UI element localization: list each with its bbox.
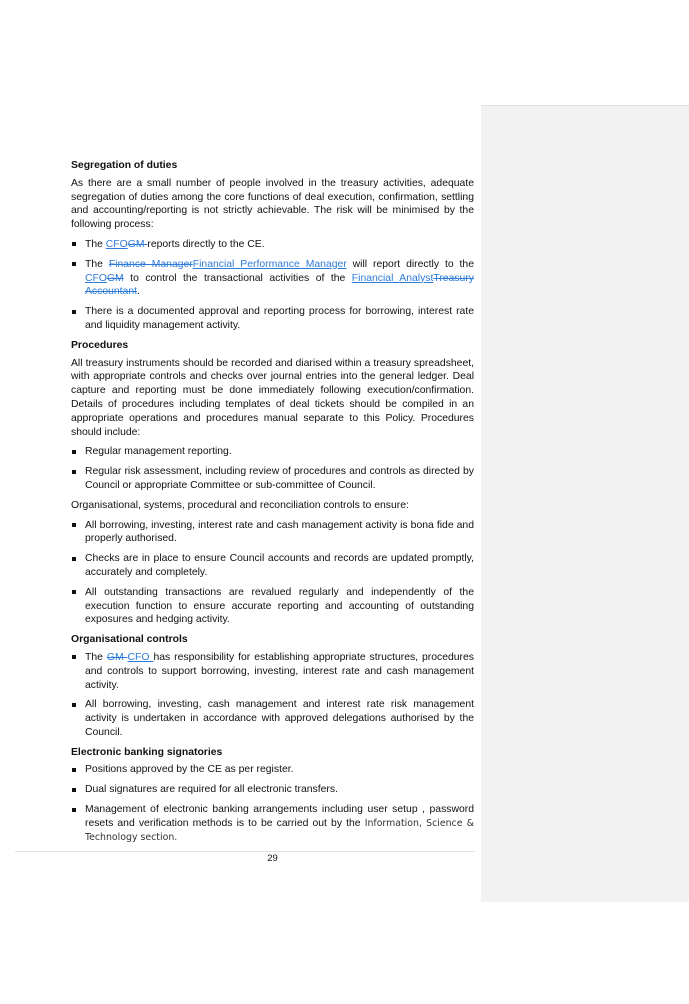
list-item: [71, 651, 474, 692]
inserted-text: Financial Performance Manager: [192, 258, 347, 270]
section-heading: Segregation of duties: [71, 160, 178, 171]
deleted-text: GM: [106, 651, 128, 663]
section-organisational-controls: [71, 633, 474, 740]
bullet-list: [71, 238, 474, 333]
bullet-list: [71, 519, 474, 628]
text-run: Regular management reporting.: [85, 446, 232, 458]
list-item: [71, 465, 474, 493]
footer-divider: [15, 851, 475, 852]
text-run: All borrowing, investing, cash management and interest rate risk management activity is undertaken in accordance with approved delegations authorised by the Council.: [85, 699, 474, 738]
deleted-text: Treasury Accountant: [85, 272, 474, 298]
deleted-text: GM: [127, 238, 148, 250]
text-run: Information, Science & Technology section.: [85, 817, 474, 843]
text-run: reports directly to the CE.: [147, 238, 265, 250]
comments-pane: [481, 105, 689, 902]
bullet-list: [71, 763, 474, 844]
text-run: has responsibility for establishing appropriate structures, procedures and controls to support borrowing, investing, interest rate and cash management activity.: [85, 651, 474, 691]
bullet-list: [71, 445, 474, 492]
list-item: [71, 586, 474, 627]
document-body: [71, 159, 474, 850]
deleted-text: Finance Manager: [108, 258, 193, 270]
list-item: [71, 519, 474, 547]
list-item: [71, 238, 474, 252]
text-run: There is a documented approval and reporting process for borrowing, interest rate and liquidity management activity.: [85, 306, 474, 331]
text-run: The: [85, 238, 106, 250]
text-run: Dual signatures are required for all electronic transfers.: [85, 784, 338, 796]
section-electronic-banking-signatories: [71, 746, 474, 845]
text-run: .: [137, 286, 140, 298]
section-procedures: [71, 339, 474, 627]
list-item: [71, 445, 474, 459]
section-heading: Procedures: [71, 339, 129, 351]
section-segregation-of-duties: [71, 159, 474, 333]
inserted-text: CFO: [85, 272, 107, 284]
list-item: [71, 783, 474, 797]
text-run: Positions approved by the CE as per register.: [85, 764, 294, 776]
text-run: All borrowing, investing, interest rate and cash management activity is bona fide and properly authorised.: [85, 519, 474, 545]
text-run: The: [85, 651, 107, 663]
text-run: Management of electronic banking arrangements including user setup , password resets and verification methods is to be carried out by the: [85, 804, 474, 829]
text-run: Checks are in place to ensure Council accounts and records are updated promptly, accurately and completely.: [85, 553, 474, 578]
section-heading: Electronic banking signatories: [71, 746, 223, 758]
list-item: [71, 803, 474, 844]
list-item: [71, 258, 474, 299]
text-run: The: [85, 258, 109, 270]
section-intro: As there are a small number of people involved in the treasury activities, adequate segregation of duties among the core functions of deal execution, confirmation, settling and accounting/reporting is not strictly achievable. The risk will be minimised by the following process:: [71, 177, 474, 231]
list-item: [71, 305, 474, 333]
text-run: Regular risk assessment, including review of procedures and controls as directed by Council or appropriate Committee or sub-committee of Council.: [85, 466, 474, 491]
list-item: [71, 763, 474, 777]
section-intro: All treasury instruments should be recorded and diarised within a treasury spreadsheet, with appropriate controls and checks over journal entries into the general ledger. Deal capture and reporting must be done immediately following execution/confirmation. Details of procedures including templates of deal tickets should be compiled in an appropriate operations and procedures manual separate to this Policy. Procedures should include:: [71, 357, 474, 438]
list-item: [71, 698, 474, 739]
bullet-list: [71, 651, 474, 740]
text-run: All outstanding transactions are revalued regularly and independently of the execution function to ensure accurate reporting and accounting of outstanding exposures and hedging activity.: [85, 586, 474, 626]
section-heading: Organisational controls: [71, 634, 188, 646]
text-run: to control the transactional activities of the: [123, 272, 352, 284]
inserted-text: Financial Analyst: [351, 272, 434, 284]
deleted-text: GM: [106, 272, 124, 284]
inserted-text: CFO: [127, 651, 154, 663]
inserted-text: CFO: [105, 238, 128, 250]
list-item: [71, 552, 474, 580]
page-number: 29: [267, 853, 278, 864]
text-run: will report directly to the: [346, 258, 474, 270]
section-intro: Organisational, systems, procedural and reconciliation controls to ensure:: [71, 499, 409, 511]
